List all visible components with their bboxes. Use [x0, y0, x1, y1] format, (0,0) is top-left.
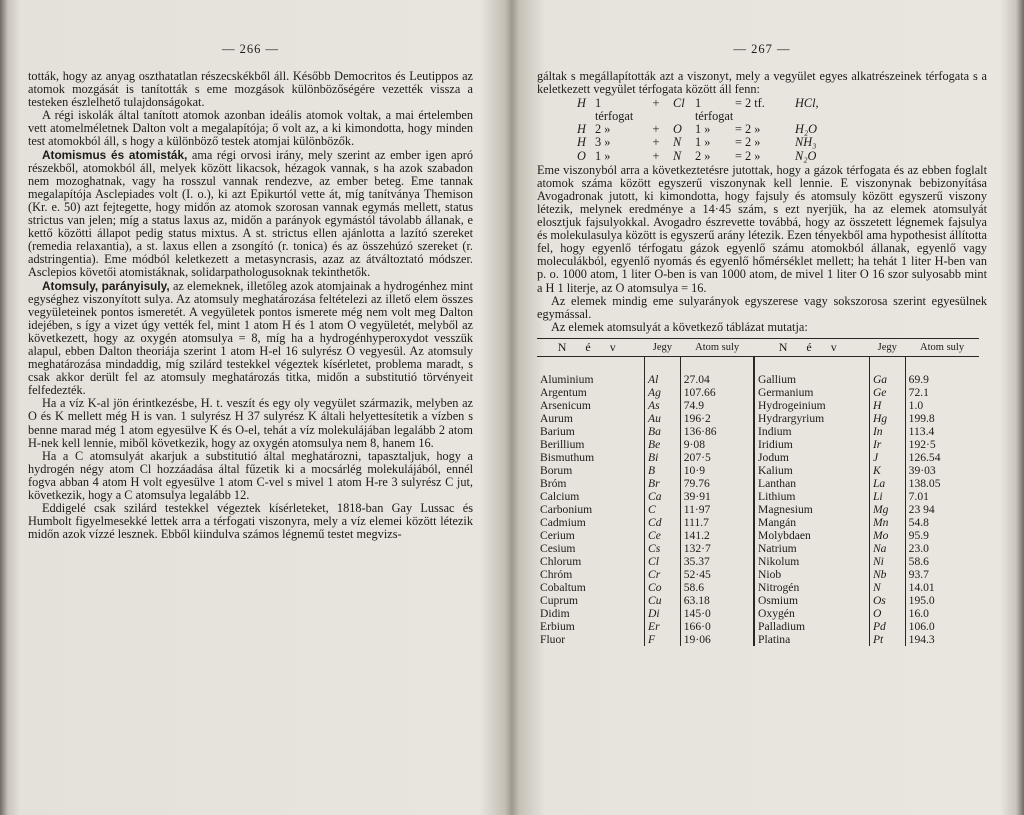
table-row	[537, 490, 979, 503]
cell-name: Chlorum	[540, 554, 582, 568]
cell-name: Cuprum	[540, 593, 579, 607]
cell-sym: H	[869, 399, 905, 412]
cell-name: Nikolum	[758, 554, 800, 568]
equation-term: +	[652, 96, 660, 111]
cell-name: Iridium	[758, 437, 793, 451]
cell-sym: Pd	[869, 620, 905, 633]
cell-wt: 23.0	[908, 541, 929, 555]
equation-term: N	[673, 135, 682, 150]
equation-term: = 2 »	[735, 122, 761, 137]
table-row	[537, 386, 979, 399]
cell-wt: 7.01	[908, 489, 929, 503]
cell-wt: 16.0	[908, 606, 929, 620]
cell-sym: La	[869, 477, 905, 490]
cell-name: Didim	[540, 606, 570, 620]
paragraph-text: Eddigelé csak szilárd testekkel végeztek kísérleteket, 1818-ban Gay Lussac és Humbolt figyelmesekké lettek arra a térfogati viszonyra, mely a víz elemei között létezik midőn azok vízzé lesznek. Ebből kiindulva számos légnemű testet megvizs-	[28, 501, 473, 542]
cell-wt: 1.0	[908, 398, 924, 412]
cell-name: Hydrogeinium	[758, 398, 826, 412]
table-row	[537, 356, 979, 386]
cell-wt: 14.01	[908, 580, 935, 594]
cell-wt: 126.54	[908, 450, 941, 464]
cell-wt: 132·7	[680, 542, 754, 555]
equation-row	[577, 136, 987, 149]
cell-name: Cesium	[540, 541, 576, 555]
left-page-text	[28, 70, 473, 541]
cell-name: Borum	[540, 463, 573, 477]
equation-term: HCl,	[795, 96, 819, 111]
paragraph-text: Ha a C atomsulyát akarjuk a substitutió által meghatározni, tapasztaljuk, hogy a hydrogén négy atom Cl hozzáadása által fűzetik ki a mocsárlég molekulájából, ennél fogva abban 4 atom H volt egyesülve 1 atom C-vel s mivel 1 atom H-re 3 sulyrész C jut, következik, hogy a C atomsulya legalább 12.	[28, 448, 473, 502]
equation-term: H	[577, 96, 586, 111]
cell-name: Lanthan	[758, 476, 797, 490]
cell-wt: 113.4	[908, 424, 935, 438]
cell-name: Erbium	[540, 619, 575, 633]
equation-term: 1 »	[695, 135, 711, 150]
cell-wt: 196·2	[680, 412, 754, 425]
cell-wt: 111.7	[680, 516, 754, 529]
cell-name: Kalium	[758, 463, 793, 477]
table-row	[537, 477, 979, 490]
table-row	[537, 607, 979, 620]
equation-term: 3 »	[595, 135, 611, 150]
cell-sym: Ge	[869, 386, 905, 399]
cell-name: Berillium	[540, 437, 585, 451]
cell-sym: Br	[645, 477, 681, 490]
cell-wt: 194.3	[908, 632, 935, 646]
paragraph	[28, 450, 473, 502]
entry-heading: Atomismus és atomisták,	[42, 147, 188, 162]
cell-name: Argentum	[540, 385, 587, 399]
cell-wt: 192·5	[908, 437, 936, 451]
cell-sym: Di	[645, 607, 681, 620]
equation-term: = 2 »	[735, 148, 761, 163]
cell-wt: 145·0	[680, 607, 754, 620]
atomic-weight-table	[537, 338, 979, 646]
equation-term: 1 »	[595, 148, 611, 163]
cell-sym: In	[869, 425, 905, 438]
paragraph	[28, 149, 473, 280]
cell-wt: 72.1	[908, 385, 929, 399]
cell-name: Jodum	[758, 450, 789, 464]
cell-name: Aurum	[540, 411, 573, 425]
cell-wt: 106.0	[908, 619, 935, 633]
table-row	[537, 516, 979, 529]
table-row	[537, 529, 979, 542]
cell-wt: 58.6	[908, 554, 929, 568]
header-weight: Atom suly	[905, 338, 979, 356]
cell-sym: Ni	[869, 555, 905, 568]
header-symbol: Jegy	[869, 338, 905, 356]
cell-sym: Al	[645, 356, 681, 386]
equation-term: 2 »	[695, 148, 711, 163]
equation-row	[577, 97, 987, 123]
cell-sym: Ba	[645, 425, 681, 438]
cell-wt: 141.2	[680, 529, 754, 542]
header-name: N é v	[754, 338, 869, 356]
cell-name: Bróm	[540, 476, 567, 490]
cell-name: Chróm	[540, 567, 573, 581]
cell-sym: O	[869, 607, 905, 620]
cell-wt: 52·45	[680, 568, 754, 581]
header-name: N é v	[537, 338, 645, 356]
cell-sym: Bi	[645, 451, 681, 464]
cell-sym: Cl	[645, 555, 681, 568]
cell-name: Niob	[758, 567, 782, 581]
cell-sym: Er	[645, 620, 681, 633]
table-row	[537, 399, 979, 412]
cell-sym: B	[645, 464, 681, 477]
page-number: — 266 —	[222, 42, 279, 56]
cell-wt: 63.18	[680, 594, 754, 607]
cell-name: Gallium	[758, 372, 797, 386]
equation-term: H	[577, 135, 586, 150]
cell-wt: 11·97	[680, 503, 754, 516]
cell-sym: Be	[645, 438, 681, 451]
equation-term: 2 »	[595, 122, 611, 137]
cell-wt: 58.6	[680, 581, 754, 594]
cell-name: Fluor	[540, 632, 566, 646]
equation-row	[577, 150, 987, 163]
paragraph	[28, 280, 473, 398]
cell-sym: Au	[645, 412, 681, 425]
paragraph-text: tották, hogy az anyag oszthatatlan részecskékből áll. Később Democritos és Leutippos az atomok mozgását is tanították s eme mozgások különbözőségére vezették vissza a testeken észlelhető tulajdonságokat.	[28, 69, 473, 110]
cell-name: Magnesium	[758, 502, 813, 516]
paragraph	[28, 502, 473, 541]
left-page	[28, 0, 473, 815]
cell-name: Calcium	[540, 489, 580, 503]
cell-sym: Ce	[645, 529, 681, 542]
paragraph: Az elemek atomsulyát a következő táblázat mutatja:	[551, 319, 808, 334]
cell-sym: Cu	[645, 594, 681, 607]
paragraph-text: Ha a víz K-al jön érintkezésbe, H. t. veszít és egy oly vegyület származik, melyben az O és K mellett még H is van. 1 sulyrész H 37 sulyrész K általi helyettesítetik a vízben s benne marad még 1 atom egyesülve K és O-el, tehát a víz molekulájában legalább 2 atom H-nek kell lennie, miből következik, hogy az oxygén atomsulya nem 8, hanem 16.	[28, 396, 473, 450]
cell-wt: 74.9	[680, 399, 754, 412]
cell-sym: K	[869, 464, 905, 477]
table-row	[537, 464, 979, 477]
header-symbol: Jegy	[645, 338, 681, 356]
equation-term: Cl	[673, 96, 685, 111]
cell-name: Aluminium	[540, 372, 594, 386]
cell-name: Germanium	[758, 385, 814, 399]
intro-paragraph: gáltak s megállapították azt a viszonyt, mely a vegyület egyes alkatrészeinek térfogata s a keletkezett vegyület térfogata között áll fenn:	[537, 69, 987, 97]
equation-term: +	[652, 135, 660, 150]
page-number: — 267 —	[733, 42, 791, 56]
cell-wt: 207·5	[680, 451, 754, 464]
cell-sym: Cs	[645, 542, 681, 555]
paragraph-text: az elemeknek, illetőleg azok atomjainak a hydrogénhez mint egységhez viszonyított sulya. Az atomsuly meghatározása feltételezi az illető elem összes vegyületeinek pontos ismeretét. A vegyületek pontos ismerete még nem volt meg Dalton idejében, s így a vizet úgy vették fel, mint 1 atom H és 1 atom O vegyületét, melyből az következett, hogy az oxygén atomsulya = 8, míg ha a hydrogénhyperoxydot vesszük alapul, ebben Dalton theoriája szerint 1 atom H-el 16 sulyrész O vegyesül. Az atomsuly meghatározása mindaddig, míg szilárd testekkel végeztek kísérletet, problema maradt, s csak akkor derült fel az atomsuly meghatározás titka, midőn a substitutió törvényeit felfedezték.	[28, 278, 473, 398]
cell-sym: C	[645, 503, 681, 516]
paragraph	[28, 397, 473, 449]
paragraph	[28, 109, 473, 148]
cell-wt: 195.0	[908, 593, 935, 607]
cell-name: Bismuthum	[540, 450, 595, 464]
right-page-text	[537, 70, 987, 334]
entry-heading: Atomsuly, parányisuly,	[42, 278, 170, 293]
cell-name: Lithium	[758, 489, 796, 503]
table-row	[537, 555, 979, 568]
paragraph	[28, 70, 473, 109]
equation-term: O	[673, 122, 682, 137]
equation-term: 1 »	[695, 122, 711, 137]
cell-sym: Ag	[645, 386, 681, 399]
cell-wt: 107.66	[680, 386, 754, 399]
cell-name: Natrium	[758, 541, 797, 555]
cell-sym: Hg	[869, 412, 905, 425]
equation-term: H₂O	[795, 122, 818, 137]
cell-wt: 95.9	[908, 528, 929, 542]
equation-term: N₂O	[795, 148, 817, 163]
cell-sym: Mn	[869, 516, 905, 529]
right-page	[537, 0, 987, 815]
table-row	[537, 620, 979, 633]
cell-name: Molybdaen	[758, 528, 811, 542]
cell-sym: As	[645, 399, 681, 412]
table-row	[537, 633, 979, 646]
table-row	[537, 542, 979, 555]
cell-sym: Cr	[645, 568, 681, 581]
cell-name: Mangán	[758, 515, 797, 529]
cell-sym: Co	[645, 581, 681, 594]
equation-term: 1 térfogat	[595, 96, 634, 124]
table-header-row	[537, 338, 979, 356]
equation-term: O	[577, 148, 586, 163]
cell-name: Cerium	[540, 528, 575, 542]
equation-term: N	[673, 148, 682, 163]
cell-wt: 9·08	[680, 438, 754, 451]
cell-sym: Cd	[645, 516, 681, 529]
equation-term: +	[652, 122, 660, 137]
paragraph: Eme viszonyból arra a következtetésre jutottak, hogy a gázok térfogata és az ebben foglalt atomok száma között egyszerű viszonynak kell lennie. E viszonynak bebizonyítása Avogadronak jutott, ki kimondotta, hogy fajsuly és atomsuly között egyszerű viszony létezik, melynek eredménye a 14·45 szám, s ezt nyerjük, ha az elemek atomsulyát elosztjuk fajsulyokkal. Avogadro észrevette továbbá, hogy az összetett légnemek fajsulya és molekulasulya között is egyszerű arány létezik. Ezen tényekből ama hypothesist állította fel, hogy egyenlő térfogatu gázok egyenlő számu atomokból állanak, egyenlő vagy moleculákból, egyenlő nyomás és egyenlő hőmérséklet mellett; ha tehát 1 liter H-ben van p. o. 1000 atom, 1 liter O-ben is van 1000 atom, de mivel 1 liter O 16 szor sulyosabb mint a H 1 literje, az O atomsulya = 16.	[537, 162, 987, 295]
cell-sym: Pt	[869, 633, 905, 646]
table-row	[537, 438, 979, 451]
volume-equations	[577, 97, 987, 162]
cell-wt: 35.37	[680, 555, 754, 568]
cell-wt: 69.9	[908, 372, 929, 386]
cell-name: Platina	[758, 632, 791, 646]
table-row	[537, 568, 979, 581]
cell-wt: 39·03	[908, 463, 936, 477]
cell-sym: Mg	[869, 503, 905, 516]
cell-sym: Li	[869, 490, 905, 503]
cell-name: Arsenicum	[540, 398, 591, 412]
cell-name: Nitrogén	[758, 580, 800, 594]
equation-term: 1 térfogat	[695, 96, 734, 124]
cell-wt: 138.05	[908, 476, 941, 490]
cell-sym: Mo	[869, 529, 905, 542]
cell-sym: J	[869, 451, 905, 464]
cell-sym: Ca	[645, 490, 681, 503]
table-row	[537, 594, 979, 607]
table-row	[537, 451, 979, 464]
table-body	[537, 356, 979, 646]
cell-sym: Ga	[869, 356, 905, 386]
cell-name: Palladium	[758, 619, 806, 633]
cell-sym: F	[645, 633, 681, 646]
header-weight: Atom suly	[680, 338, 754, 356]
table-row	[537, 412, 979, 425]
equation-term: = 2 tf.	[735, 96, 765, 111]
table-row	[537, 581, 979, 594]
cell-sym: Ir	[869, 438, 905, 451]
cell-name: Indium	[758, 424, 792, 438]
cell-name: Osmium	[758, 593, 798, 607]
paragraph: Az elemek mindig eme sulyarányok egyszerese vagy sokszorosa szerint egyesülnek egymással.	[537, 293, 987, 321]
cell-name: Carbonium	[540, 502, 593, 516]
cell-wt: 27.04	[680, 356, 754, 386]
equation-term: +	[652, 148, 660, 163]
cell-wt: 10·9	[680, 464, 754, 477]
cell-wt: 54.8	[908, 515, 929, 529]
cell-wt: 93.7	[908, 567, 929, 581]
cell-name: Hydrargyrium	[758, 411, 825, 425]
cell-name: Cadmium	[540, 515, 586, 529]
equation-term: H	[577, 122, 586, 137]
paragraph-text: A régi iskolák által tanított atomok azonban ideális atomok voltak, a mai értelemben vett atomelméletnek Dalton volt a megalapítója; ő volt az, a ki kimondotta, hogy minden test atomokból áll, s hogy a különböző testek atomjai különbözők.	[28, 108, 473, 149]
cell-wt: 79.76	[680, 477, 754, 490]
paragraph-text: ama régi orvosi irány, mely szerint az ember igen apró részekből, atomokból áll, melyek között likacsok, hézagok vannak, s ha azok szabadon nem mozoghatnak, vagy ha rosszul vannak rendezve, az ember beteg. Eme tannak megalapítója Asclepiades volt (I. o.), ki azt Epikurtól vette át, míg tanítványa Themison (Kr. e. 50) azt fejtegette, hogy midőn az atomok szorosan vannak egymás mellett, status strictus van jelen; míg a status laxus az, midőn a parányok egymástól távolabb állanak, e kettő közötti állapot pedig status mixtus. A st. strictus ellen ajánlotta a lazító szereket (remedia relaxantia), a st. laxus ellen a zsongító (r. tonica) és az összehúzó szereket (r. adstringentia). Eme módból keletkezett a metasyncrasis, azaz az átváltoztató módszer. Asclepios követői atomistáknak, solidarpathologusoknak tekinthetők.	[28, 147, 473, 280]
cell-name: Barium	[540, 424, 575, 438]
table-row	[537, 425, 979, 438]
right-paragraphs	[537, 164, 987, 334]
cell-wt: 39·91	[680, 490, 754, 503]
cell-sym: Nb	[869, 568, 905, 581]
table-row	[537, 503, 979, 516]
cell-wt: 23 94	[908, 502, 935, 516]
cell-sym: Os	[869, 594, 905, 607]
cell-wt: 19·06	[680, 633, 754, 646]
cell-name: Cobaltum	[540, 580, 586, 594]
equation-term: = 2 »	[735, 135, 761, 150]
cell-wt: 199.8	[908, 411, 935, 425]
cell-sym: Na	[869, 542, 905, 555]
cell-wt: 166·0	[680, 620, 754, 633]
cell-name: Oxygén	[758, 606, 795, 620]
cell-sym: N	[869, 581, 905, 594]
equation-row	[577, 123, 987, 136]
equation-term: NH₃	[795, 135, 817, 150]
cell-wt: 136·86	[680, 425, 754, 438]
